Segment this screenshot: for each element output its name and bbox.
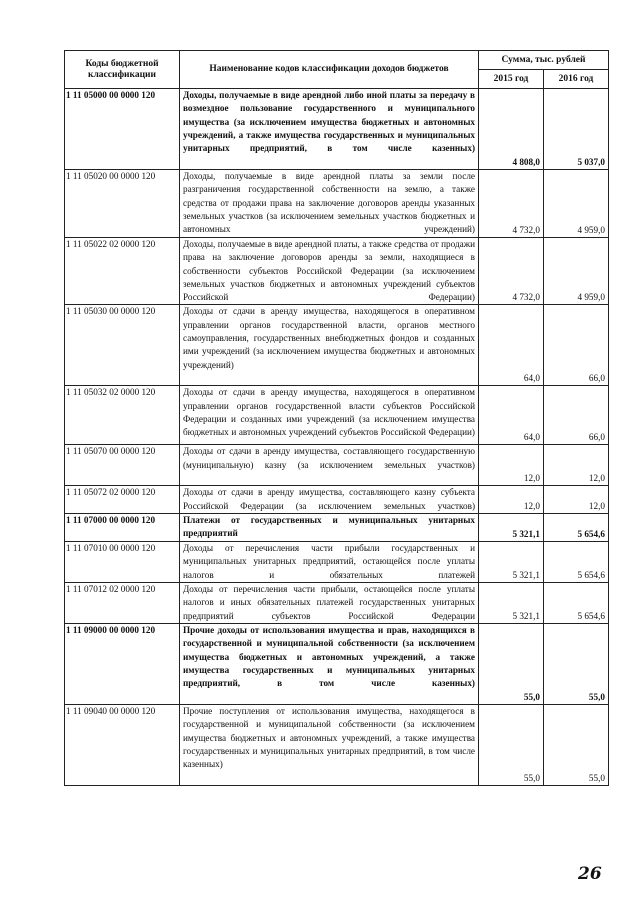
row-value-2015: 55,0 (479, 704, 544, 785)
table-header (65, 51, 609, 89)
table-body (65, 89, 609, 786)
row-name: Доходы от сдачи в аренду имущества, составляющего государственную (муниципальную) казну (за исключением земельных участков) (180, 445, 479, 486)
row-name: Прочие поступления от использования имущества, находящегося в государственной и муниципальной собственности (за исключением имущества бюджетных и автономных учреждений, а также имущества государственных и муниципальных унитарных предприятий, в том числе казенных) (180, 704, 479, 785)
row-value-2015: 5 321,1 (479, 514, 544, 542)
row-code: 1 11 07010 00 0000 120 (65, 542, 180, 583)
row-value-2016: 12,0 (544, 445, 609, 486)
header-year-2016: 2016 год (544, 70, 609, 89)
row-code: 1 11 05072 02 0000 120 (65, 486, 180, 514)
row-name: Доходы от перечисления части прибыли государственных и муниципальных унитарных предприятий, остающейся после уплаты налогов и обязательных платежей (180, 542, 479, 583)
row-value-2016: 55,0 (544, 623, 609, 704)
header-name: Наименование кодов классификации доходов бюджетов (180, 51, 479, 89)
row-value-2015: 4 808,0 (479, 89, 544, 170)
row-code: 1 11 05030 00 0000 120 (65, 305, 180, 386)
table-row (65, 583, 609, 624)
row-code: 1 11 05022 02 0000 120 (65, 238, 180, 305)
row-name: Доходы от сдачи в аренду имущества, находящегося в оперативном управлении органов государственной власти субъектов Российской Федерации и созданных ими учреждений (за исключением имущества бюджетных и автономных учреждений субъектов Российской Федерации) (180, 386, 479, 445)
row-value-2016: 55,0 (544, 704, 609, 785)
row-value-2016: 5 654,6 (544, 514, 609, 542)
header-sum: Сумма, тыс. рублей (479, 51, 609, 70)
table-row (65, 89, 609, 170)
row-value-2015: 4 732,0 (479, 238, 544, 305)
row-code: 1 11 05000 00 0000 120 (65, 89, 180, 170)
row-value-2015: 4 732,0 (479, 170, 544, 238)
row-name: Доходы от сдачи в аренду имущества, находящегося в оперативном управлении органов государственной власти, органов местного самоуправления, государственных внебюджетных фондов и созданных ими учреждений (за исключением имущества бюджетных и автономных учреждений) (180, 305, 479, 386)
row-value-2016: 5 037,0 (544, 89, 609, 170)
row-value-2015: 55,0 (479, 623, 544, 704)
row-value-2016: 4 959,0 (544, 238, 609, 305)
row-value-2016: 66,0 (544, 386, 609, 445)
row-value-2016: 12,0 (544, 486, 609, 514)
row-name: Доходы, получаемые в виде арендной платы за земли после разграничения государственной собственности на землю, а также средства от продажи права на заключение договоров аренды указанных земельных участков (за исключением земельных участков бюджетных и автономных учреждений) (180, 170, 479, 238)
header-codes: Коды бюджетной классификации (65, 51, 180, 89)
row-code: 1 11 05020 00 0000 120 (65, 170, 180, 238)
row-name: Доходы от сдачи в аренду имущества, составляющего казну субъекта Российской Федерации (за исключением земельных участков) (180, 486, 479, 514)
row-value-2015: 5 321,1 (479, 542, 544, 583)
row-value-2015: 12,0 (479, 486, 544, 514)
row-code: 1 11 09040 00 0000 120 (65, 704, 180, 785)
row-code: 1 11 09000 00 0000 120 (65, 623, 180, 704)
row-code: 1 11 07012 02 0000 120 (65, 583, 180, 624)
table-row (65, 486, 609, 514)
page-number: 26 (578, 864, 602, 884)
table-row (65, 542, 609, 583)
row-value-2016: 66,0 (544, 305, 609, 386)
row-value-2016: 4 959,0 (544, 170, 609, 238)
table-row (65, 445, 609, 486)
row-value-2016: 5 654,6 (544, 542, 609, 583)
table-row (65, 514, 609, 542)
row-code: 1 11 07000 00 0000 120 (65, 514, 180, 542)
row-name: Доходы, получаемые в виде арендной платы, а также средства от продажи права на заключение договоров аренды за земли, находящиеся в собственности субъектов Российской Федерации (за исключением земельных участков бюджетных и автономных учреждений субъектов Российской Федерации) (180, 238, 479, 305)
row-value-2016: 5 654,6 (544, 583, 609, 624)
table-row (65, 704, 609, 785)
row-code: 1 11 05032 02 0000 120 (65, 386, 180, 445)
table-row (65, 386, 609, 445)
table-row (65, 170, 609, 238)
header-year-2015: 2015 год (479, 70, 544, 89)
row-value-2015: 12,0 (479, 445, 544, 486)
table-row (65, 305, 609, 386)
budget-revenue-table (64, 50, 609, 786)
row-value-2015: 64,0 (479, 386, 544, 445)
row-name: Доходы от перечисления части прибыли, остающейся после уплаты налогов и иных обязательных платежей государственных унитарных предприятий субъектов Российской Федерации (180, 583, 479, 624)
row-value-2015: 5 321,1 (479, 583, 544, 624)
table-row (65, 238, 609, 305)
row-name: Платежи от государственных и муниципальных унитарных предприятий (180, 514, 479, 542)
row-value-2015: 64,0 (479, 305, 544, 386)
table-row (65, 623, 609, 704)
row-name: Доходы, получаемые в виде арендной либо иной платы за передачу в возмездное пользование государственного и муниципального имущества (за исключением имущества бюджетных и автономных учреждений, а также имущества государственных и муниципальных унитарных предприятий, в том числе казенных) (180, 89, 479, 170)
row-code: 1 11 05070 00 0000 120 (65, 445, 180, 486)
row-name: Прочие доходы от использования имущества и прав, находящихся в государственной и муниципальной собственности (за исключением имущества бюджетных и автономных учреждений, а также имущества государственных и муниципальных унитарных предприятий, в том числе казенных) (180, 623, 479, 704)
